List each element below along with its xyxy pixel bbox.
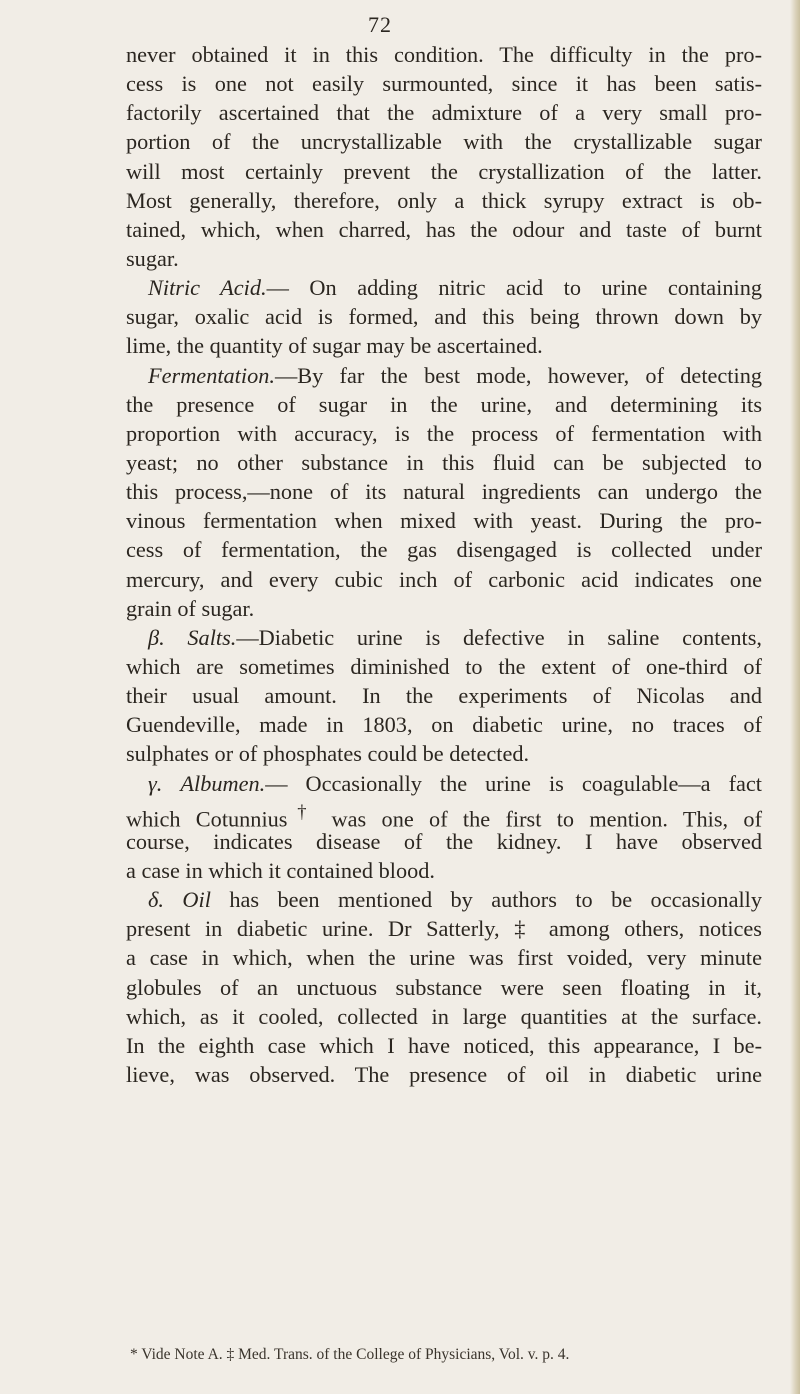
text-line: their usual amount. In the experiments of Nicolas and (126, 683, 762, 709)
section-marker-beta: β. (148, 624, 165, 650)
dagger-mark: † (287, 801, 317, 823)
text-fragment: — Occasionally the urine is coagulable—a fact (265, 770, 762, 796)
text-line: sugar, oxalic acid is formed, and this being thrown down by (126, 304, 762, 330)
heading-salts: Salts. (187, 624, 237, 650)
text-fragment: —By far the best mode, however, of detecting (274, 362, 762, 388)
text-line (126, 885, 762, 914)
text-line: cess is one not easily surmounted, since it has been satis- (126, 71, 762, 97)
text-line: yeast; no other substance in this fluid can be subjected to (126, 449, 762, 475)
text-line: vinous fermentation when mixed with yeast. During the pro- (126, 508, 762, 534)
text-fragment: has been mentioned by authors to be occasionally (210, 887, 762, 913)
text-line: grain of sugar. (126, 595, 255, 621)
heading-albumen: Albumen. (180, 770, 266, 796)
text-line: sulphates or of phosphates could be detected. (126, 741, 530, 767)
text-fragment: among others, notices (534, 916, 762, 942)
text-line: mercury, and every cubic inch of carbonic acid indicates one (126, 566, 762, 592)
heading-oil: Oil (182, 887, 211, 913)
text-line (126, 273, 762, 302)
text-line: a case in which it contained blood. (126, 857, 435, 883)
text-line: factorily ascertained that the admixture of a very small pro- (126, 100, 762, 126)
text-line: lieve, was observed. The presence of oil in diabetic urine (126, 1061, 762, 1087)
text-line (126, 798, 762, 832)
text-line: Guendeville, made in 1803, on diabetic urine, no traces of (126, 712, 762, 738)
text-line: cess of fermentation, the gas disengaged is collected under (126, 537, 762, 563)
text-line: this process,—none of its natural ingredients can undergo the (126, 479, 762, 505)
text-line: which, as it cooled, collected in large quantities at the surface. (126, 1003, 762, 1029)
text-fragment: present in diabetic urine. Dr Satterly, (126, 916, 500, 942)
text-fragment: —Diabetic urine is defective in saline contents, (236, 624, 762, 650)
text-line: will most certainly prevent the crystallization of the latter. (126, 158, 762, 184)
text-line (126, 623, 762, 652)
text-line: sugar. (126, 245, 179, 271)
text-line (126, 769, 762, 798)
heading-fermentation: Fermentation. (148, 362, 275, 388)
text-line: globules of an unctuous substance were seen floating in it, (126, 974, 762, 1000)
text-line: tained, which, when charred, has the odour and taste of burnt (126, 216, 762, 242)
text-line: a case in which, when the urine was first voided, very minute (126, 945, 762, 971)
section-marker-delta: δ. (148, 887, 164, 913)
text-line (126, 914, 762, 943)
text-fragment: — On adding nitric acid to urine containing (266, 275, 762, 301)
text-line: the presence of sugar in the urine, and determining its (126, 391, 762, 417)
page-edge (790, 0, 800, 1394)
text-line: which are sometimes diminished to the extent of one-third of (126, 653, 762, 679)
body-text (126, 40, 762, 1089)
double-dagger-mark: ‡ (514, 916, 535, 942)
page-number: 72 (368, 12, 392, 37)
text-line: In the eighth case which I have noticed, this appearance, I be- (126, 1032, 762, 1058)
section-marker-gamma: γ. (148, 770, 163, 796)
text-line: never obtained it in this condition. The difficulty in the pro- (126, 42, 762, 67)
text-line (126, 361, 762, 390)
text-line: portion of the uncrystallizable with the crystallizable sugar (126, 129, 762, 155)
text-line: course, indicates disease of the kidney. I have observed (126, 828, 762, 854)
heading-nitric-acid: Nitric Acid. (148, 275, 267, 301)
footnote: * Vide Note A. ‡ Med. Trans. of the College of Physicians, Vol. v. p. 4. (130, 1346, 570, 1363)
text-line: Most generally, therefore, only a thick syrupy extract is ob- (126, 187, 762, 213)
text-fragment: which Cotunnius (126, 806, 288, 832)
text-line: proportion with accuracy, is the process of fermentation with (126, 420, 762, 446)
text-fragment: was one of the first to mention. This, of (316, 806, 762, 832)
text-line: lime, the quantity of sugar may be ascertained. (126, 333, 543, 359)
